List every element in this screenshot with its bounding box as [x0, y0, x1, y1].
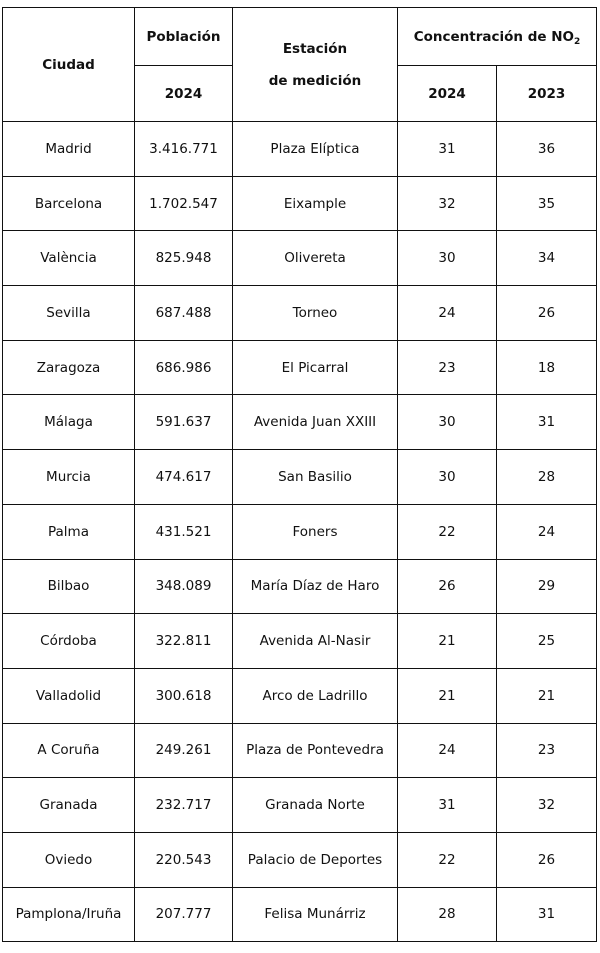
cell-no2-2023: 29 — [497, 559, 597, 614]
cell-no2-2023: 34 — [497, 231, 597, 286]
cell-station: Eixample — [233, 176, 398, 231]
cell-no2-2023: 25 — [497, 614, 597, 669]
cell-no2-2024: 32 — [398, 176, 497, 231]
cell-no2-2024: 24 — [398, 723, 497, 778]
cell-population: 249.261 — [135, 723, 233, 778]
table-row — [3, 395, 597, 450]
table-row — [3, 340, 597, 395]
cell-population: 232.717 — [135, 778, 233, 833]
cell-population: 3.416.771 — [135, 122, 233, 177]
cell-station: Avenida Al-Nasir — [233, 614, 398, 669]
cell-no2-2024: 23 — [398, 340, 497, 395]
cell-population: 207.777 — [135, 887, 233, 942]
cell-city: Pamplona/Iruña — [3, 887, 135, 942]
cell-city: Bilbao — [3, 559, 135, 614]
header-year-2023: 2023 — [497, 66, 597, 122]
table-row — [3, 723, 597, 778]
cell-no2-2023: 35 — [497, 176, 597, 231]
cell-station: San Basilio — [233, 450, 398, 505]
cell-station: María Díaz de Haro — [233, 559, 398, 614]
table-row — [3, 778, 597, 833]
table-row — [3, 450, 597, 505]
cell-city: Murcia — [3, 450, 135, 505]
cell-station: Arco de Ladrillo — [233, 668, 398, 723]
cell-no2-2023: 23 — [497, 723, 597, 778]
header-population: Población — [135, 8, 233, 66]
cell-population: 220.543 — [135, 832, 233, 887]
table-row — [3, 668, 597, 723]
header-station — [233, 8, 398, 122]
cell-no2-2023: 24 — [497, 504, 597, 559]
table-body — [3, 122, 597, 942]
cell-station: Plaza de Pontevedra — [233, 723, 398, 778]
table-row — [3, 614, 597, 669]
cell-no2-2024: 31 — [398, 122, 497, 177]
cell-station: Avenida Juan XXIII — [233, 395, 398, 450]
table-row — [3, 286, 597, 341]
cell-station: Torneo — [233, 286, 398, 341]
cell-no2-2024: 30 — [398, 450, 497, 505]
cell-city: Zaragoza — [3, 340, 135, 395]
cell-station: Foners — [233, 504, 398, 559]
cell-no2-2024: 30 — [398, 395, 497, 450]
cell-city: Palma — [3, 504, 135, 559]
cell-no2-2023: 28 — [497, 450, 597, 505]
cell-city: València — [3, 231, 135, 286]
cell-no2-2024: 30 — [398, 231, 497, 286]
header-station-line2: de medición — [268, 72, 362, 89]
table-row — [3, 122, 597, 177]
cell-city: Málaga — [3, 395, 135, 450]
cell-no2-2023: 26 — [497, 832, 597, 887]
cell-population: 687.488 — [135, 286, 233, 341]
table-row — [3, 504, 597, 559]
cell-station: Palacio de Deportes — [233, 832, 398, 887]
cell-station: Felisa Munárriz — [233, 887, 398, 942]
cell-station: El Picarral — [233, 340, 398, 395]
cell-no2-2023: 31 — [497, 395, 597, 450]
cell-station: Olivereta — [233, 231, 398, 286]
cell-city: Granada — [3, 778, 135, 833]
table-row — [3, 832, 597, 887]
cell-no2-2024: 21 — [398, 614, 497, 669]
cell-no2-2023: 31 — [497, 887, 597, 942]
cell-population: 686.986 — [135, 340, 233, 395]
header-concentration — [398, 8, 597, 66]
cell-population: 348.089 — [135, 559, 233, 614]
header-station-line1: Estación — [282, 40, 348, 57]
cell-city: Oviedo — [3, 832, 135, 887]
cell-station: Plaza Elíptica — [233, 122, 398, 177]
table-row — [3, 231, 597, 286]
no2-concentration-table — [2, 7, 597, 942]
header-year-2024: 2024 — [398, 66, 497, 122]
cell-population: 474.617 — [135, 450, 233, 505]
table-header — [3, 8, 597, 122]
cell-no2-2024: 28 — [398, 887, 497, 942]
cell-city: A Coruña — [3, 723, 135, 778]
cell-population: 1.702.547 — [135, 176, 233, 231]
header-population-year: 2024 — [135, 66, 233, 122]
cell-population: 300.618 — [135, 668, 233, 723]
cell-no2-2024: 22 — [398, 504, 497, 559]
header-city: Ciudad — [3, 8, 135, 122]
cell-population: 825.948 — [135, 231, 233, 286]
table-row — [3, 887, 597, 942]
header-concentration-subscript: 2 — [574, 36, 581, 47]
cell-city: Barcelona — [3, 176, 135, 231]
cell-no2-2023: 26 — [497, 286, 597, 341]
table-row — [3, 176, 597, 231]
header-concentration-label: Concentración de NO — [413, 28, 575, 45]
cell-city: Valladolid — [3, 668, 135, 723]
cell-city: Sevilla — [3, 286, 135, 341]
cell-no2-2024: 21 — [398, 668, 497, 723]
cell-no2-2024: 22 — [398, 832, 497, 887]
cell-no2-2023: 21 — [497, 668, 597, 723]
cell-population: 322.811 — [135, 614, 233, 669]
cell-station: Granada Norte — [233, 778, 398, 833]
table-row — [3, 559, 597, 614]
cell-no2-2024: 31 — [398, 778, 497, 833]
cell-no2-2023: 32 — [497, 778, 597, 833]
cell-city: Madrid — [3, 122, 135, 177]
cell-population: 431.521 — [135, 504, 233, 559]
cell-no2-2024: 26 — [398, 559, 497, 614]
cell-no2-2023: 18 — [497, 340, 597, 395]
cell-no2-2024: 24 — [398, 286, 497, 341]
cell-population: 591.637 — [135, 395, 233, 450]
cell-no2-2023: 36 — [497, 122, 597, 177]
cell-city: Córdoba — [3, 614, 135, 669]
